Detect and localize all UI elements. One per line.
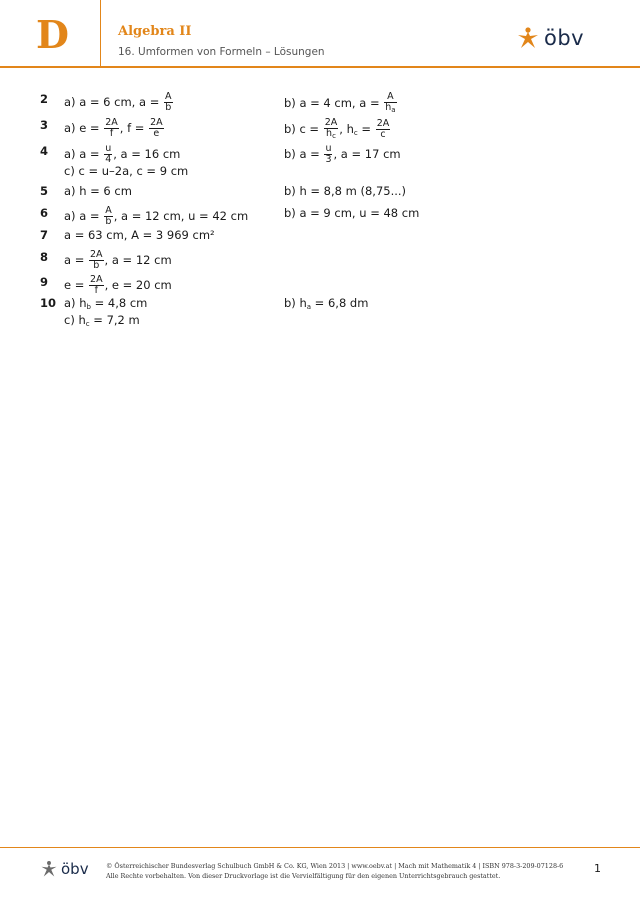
answer: a = $\frac{2A}{b}$ , a = 12 cm bbox=[64, 249, 172, 271]
fraction: $\frac{2A}{e}$ bbox=[150, 117, 163, 139]
page-number: 1 bbox=[594, 862, 601, 875]
footer-rule bbox=[0, 847, 640, 848]
answer-a: a) a = 6 cm, a = $\frac{A}{b}$ bbox=[64, 91, 172, 113]
answer-a: a) h = 6 cm bbox=[64, 184, 132, 198]
answer-a: a) a = $\frac{A}{b}$ , a = 12 cm, u = 42 cm bbox=[64, 205, 249, 227]
answer-c: c) c = u–2a, c = 9 cm bbox=[64, 164, 189, 178]
footer-logo-text: öbv bbox=[61, 859, 89, 878]
exercise-number: 7 bbox=[40, 228, 49, 242]
answer-b: b) $h_a = 6,8$ dm bbox=[284, 296, 369, 311]
header-rule bbox=[0, 66, 640, 68]
answer-a: a) a = $\frac{u}{4}$ , a = 16 cm bbox=[64, 143, 181, 165]
answer: a = 63 cm, A = 3 969 cm² bbox=[64, 228, 215, 242]
fraction: $\frac{A}{h_a}$ bbox=[385, 91, 396, 114]
exercise-number: 5 bbox=[40, 184, 49, 198]
copyright-line-1: © Österreichischer Bundesverlag Schulbuch GmbH & Co. KG, Wien 2013 | www.oebv.at | Mach mit Mathematik 4 | ISBN 978-3-209-07128-6 bbox=[106, 862, 564, 870]
footer-logo bbox=[40, 860, 89, 878]
exercise-number: 3 bbox=[40, 118, 49, 132]
star-figure-icon bbox=[40, 860, 58, 878]
page-subtitle: 16. Umformen von Formeln – Lösungen bbox=[118, 46, 325, 58]
fraction: $\frac{2A}{f}$ bbox=[105, 117, 118, 139]
answer-a: a) e = $\frac{2A}{f}$ , f = $\frac{2A}{e}$ bbox=[64, 117, 163, 139]
fraction: $\frac{A}{b}$ bbox=[105, 205, 112, 227]
page-header bbox=[0, 0, 640, 67]
exercise-number: 2 bbox=[40, 92, 49, 106]
publisher-logo bbox=[516, 26, 584, 50]
fraction: $\frac{2A}{c}$ bbox=[376, 118, 390, 140]
copyright-line-2: Alle Rechte vorbehalten. Von dieser Druckvorlage ist die Vervielfältigung für den eigenen Unterrichtsgebrauch gestattet. bbox=[106, 872, 501, 880]
fraction: $\frac{A}{b}$ bbox=[165, 91, 172, 113]
page-title: Algebra II bbox=[118, 24, 192, 39]
fraction: $\frac{2A}{b}$ bbox=[90, 249, 103, 271]
exercise-number: 8 bbox=[40, 250, 49, 264]
exercise-number: 4 bbox=[40, 144, 49, 158]
header-divider bbox=[100, 0, 101, 66]
answer-b: b) a = $\frac{u}{3}$ , a = 17 cm bbox=[284, 143, 401, 165]
answer: e = $\frac{2A}{f}$ , e = 20 cm bbox=[64, 274, 172, 296]
section-letter: D bbox=[36, 12, 69, 57]
answer-b: b) a = 9 cm, u = 48 cm bbox=[284, 206, 420, 220]
answer-a: a) $h_b = 4,8$ cm bbox=[64, 296, 148, 311]
fraction: $\frac{u}{3}$ bbox=[325, 143, 332, 165]
answer-b: b) c = $\frac{2A}{h_c}$ , $h_c$ = $\frac{2A}{c}$ bbox=[284, 117, 390, 140]
answer-b: b) a = 4 cm, a = $\frac{A}{h_a}$ bbox=[284, 91, 396, 114]
exercise-number: 10 bbox=[40, 296, 57, 310]
star-figure-icon bbox=[516, 26, 540, 50]
answer-c: c) $h_c = 7,2$ m bbox=[64, 313, 140, 328]
copyright-note bbox=[106, 861, 563, 881]
fraction: $\frac{u}{4}$ bbox=[105, 143, 112, 165]
answer-b: b) h = 8,8 m (8,75...) bbox=[284, 184, 407, 198]
fraction: $\frac{2A}{f}$ bbox=[90, 274, 103, 296]
exercise-number: 6 bbox=[40, 206, 49, 220]
logo-text: öbv bbox=[544, 25, 585, 50]
fraction: $\frac{2A}{h_c}$ bbox=[324, 117, 338, 140]
exercise-number: 9 bbox=[40, 275, 49, 289]
